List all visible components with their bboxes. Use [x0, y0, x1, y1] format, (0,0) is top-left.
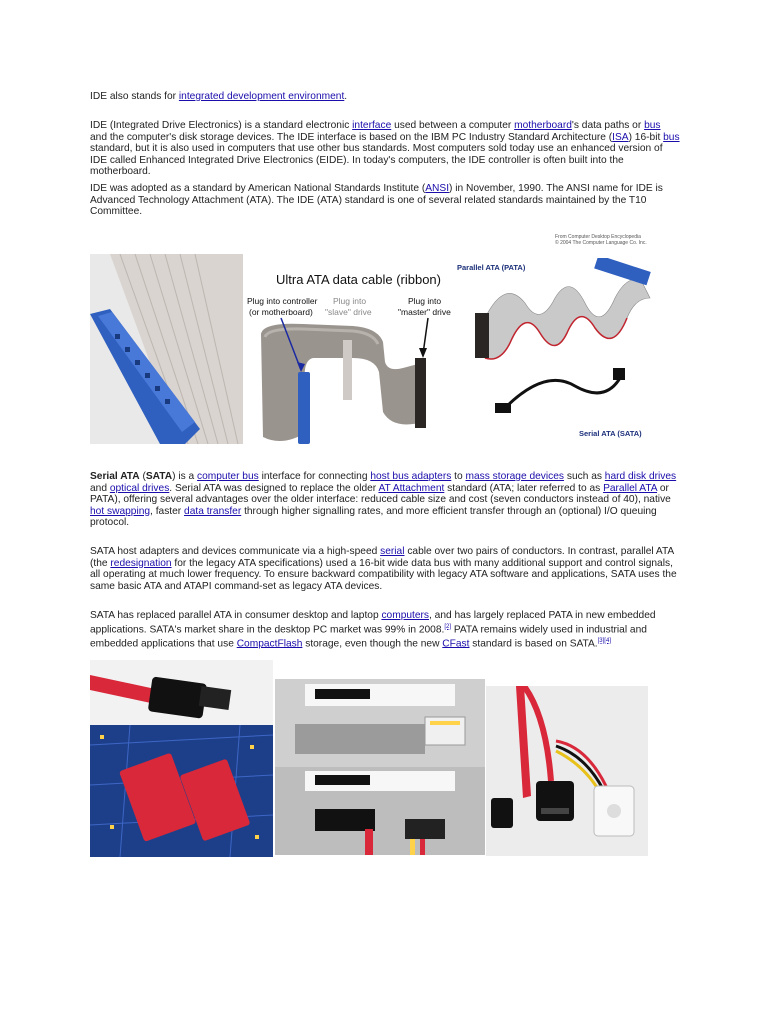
motherboard-sata-ports-photo [90, 725, 273, 857]
text: standard (ATA; later referred to as [444, 482, 604, 494]
link-hard-disk-drives[interactable]: hard disk drives [604, 471, 677, 482]
text: or PATA), offering several advantages over the older interface: reduced cable size and cost (seven conductors instead of 40), native [90, 482, 671, 506]
label-master-1: Plug into [408, 296, 442, 306]
text: SATA host adapters and devices communicate via a high-speed [90, 546, 381, 557]
ribbon-cable-photo [90, 254, 243, 444]
label-master-2: "master" drive [398, 307, 451, 317]
blue-connector [298, 372, 310, 444]
link-bus-2[interactable]: bus [663, 131, 680, 143]
text: standard is based on SATA. [469, 637, 598, 649]
bold-sata: SATA [145, 471, 173, 482]
paragraph-ide-ansi [90, 183, 680, 218]
text: ) in November, 1990. The ANSI name for IDE is Advanced Technology Attachment (ATA). The IDE (ATA) standard is one of several related standards maintained by the T10 Committee. [90, 183, 663, 218]
link-mass-storage-devices[interactable]: mass storage devices [465, 471, 565, 482]
link-compactflash[interactable]: CompactFlash [236, 637, 303, 649]
paragraph-sata-host [90, 546, 680, 592]
text: ) is a [172, 471, 198, 482]
hard-drive-connectors-photo [275, 679, 485, 855]
text: storage, even though the new [302, 637, 443, 649]
link-host-bus-adapters[interactable]: host bus adapters [370, 471, 452, 482]
citation-3-4[interactable]: [3][4] [597, 637, 611, 644]
text: through higher signalling rates, and more efficient transfer through an (optional) I/O queuing protocol. [90, 505, 657, 529]
link-redesignation[interactable]: redesignation [110, 557, 172, 569]
paragraph-ide-also [90, 91, 680, 103]
text: to [451, 471, 466, 482]
paragraph-ide-definition [90, 120, 680, 178]
sata-cable-photo [90, 660, 273, 725]
ultra-ata-title: Ultra ATA data cable (ribbon) [276, 272, 441, 287]
label-pata: Parallel ATA (PATA) [457, 263, 526, 272]
link-at-attachment[interactable]: AT Attachment [378, 482, 445, 494]
figure-credit [555, 234, 647, 246]
link-cfast[interactable]: CFast [442, 637, 470, 649]
text: standard, but it is also used in computers that use other bus standards. Most computers sold today use an enhanced version of IDE called Enhanced Integrated Drive Electronics (EIDE). In today's computers, the IDE controller is often built into the motherboard. [90, 143, 663, 178]
text: ) 16-bit [628, 131, 664, 143]
link-optical-drives[interactable]: optical drives [109, 482, 170, 494]
credit-line-2: © 2004 The Computer Language Co. Inc. [555, 240, 647, 246]
text: and the computer's disk storage devices. The IDE interface is based on the IBM PC Industry Standard Architecture ( [90, 131, 613, 143]
link-bus[interactable]: bus [644, 120, 661, 131]
link-motherboard[interactable]: motherboard [514, 120, 572, 131]
link-isa[interactable]: ISA [612, 131, 629, 143]
link-computers[interactable]: computers [381, 610, 430, 621]
link-interface[interactable]: interface [352, 120, 392, 131]
text: IDE was adopted as a standard by American National Standards Institute ( [90, 183, 426, 194]
text: , faster [150, 505, 185, 517]
text: cable over two pairs of conductors. In contrast, parallel ATA (the [90, 546, 674, 569]
link-parallel-ata[interactable]: Parallel ATA [603, 482, 658, 494]
text: 's data paths or [571, 120, 645, 131]
text: PATA remains widely used in industrial and embedded applications that use [90, 623, 647, 649]
text: interface for connecting [258, 471, 371, 482]
link-data-transfer[interactable]: data transfer [184, 505, 242, 517]
text: and [90, 482, 110, 494]
text: . [344, 91, 348, 102]
paragraph-sata-replaced [90, 610, 680, 650]
label-slave-2: "slave" drive [325, 307, 372, 317]
label-controller-1: Plug into controller [247, 296, 318, 306]
pata-sata-diagram [455, 258, 663, 450]
link-serial[interactable]: serial [380, 546, 405, 557]
text: ( [139, 471, 146, 482]
text: . Serial ATA was designed to replace the older [169, 482, 379, 494]
text: used between a computer [391, 120, 515, 131]
bold-serial-ata: Serial ATA [90, 471, 140, 482]
label-sata: Serial ATA (SATA) [579, 429, 642, 438]
paragraph-serial-ata [90, 471, 680, 529]
text: IDE also stands for [90, 91, 179, 102]
sata-power-adapter-photo [486, 686, 648, 856]
label-controller-2: (or motherboard) [249, 307, 313, 317]
text: IDE (Integrated Drive Electronics) is a standard electronic [90, 120, 353, 131]
link-hot-swapping[interactable]: hot swapping [90, 505, 151, 517]
text: for the legacy ATA specifications) used a 16-bit wide data bus with many additional support and control signals, all operating at much lower frequency. To ensure backward compatibility with legacy ATA software and applications, SATA uses the same basic ATA and ATAPI command-set as legacy ATA devices. [90, 557, 677, 592]
text: , and has largely replaced PATA in new embedded applications. SATA's market share in the desktop PC market was 99% in 2008. [90, 610, 656, 635]
link-integrated-development-environment[interactable]: integrated development environment [178, 91, 345, 102]
text: SATA has replaced parallel ATA in consumer desktop and laptop [90, 610, 382, 621]
text: such as [564, 471, 605, 482]
ultra-ata-diagram [243, 262, 455, 454]
credit-line-1: From Computer Desktop Encyclopedia [555, 234, 641, 240]
link-ansi[interactable]: ANSI [425, 183, 450, 194]
link-computer-bus[interactable]: computer bus [197, 471, 259, 482]
citation-2[interactable]: [2] [444, 623, 452, 630]
label-slave-1: Plug into [333, 296, 367, 306]
